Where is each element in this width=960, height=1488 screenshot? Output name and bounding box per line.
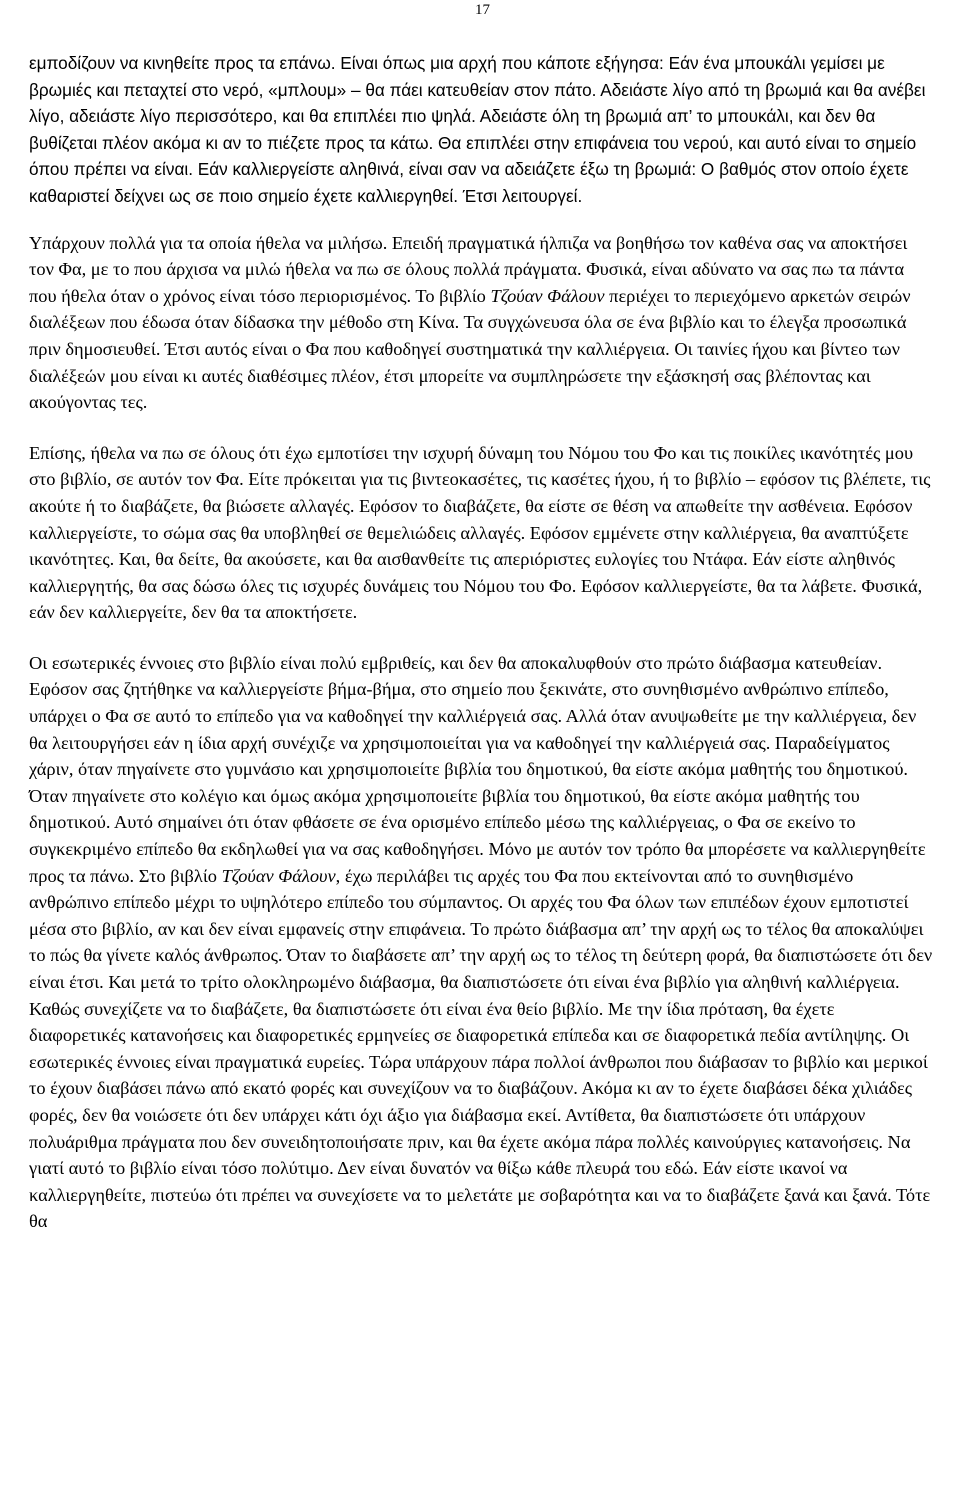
document-body (29, 50, 933, 1235)
paragraph-2-text-b: περιέχει το περιεχόμενο αρκετών σειρών διαλέξεων που έδωσα όταν δίδασκα την μέθοδο στη Κίνα. Τα συγχώνευσα όλα σε ένα βιβλίο και το έλεγξα προσωπικά πριν δημοσιευθεί. Έτσι αυτός είναι ο Φα που καθοδηγεί συστηματικά την καλλιέργεια. Οι ταινίες ήχου και βίντεο των διαλέξεών μου είναι κι αυτές διαθέσιμες πλέον, έτσι μπορείτε να συμπληρώσετε την εξάσκησή σας βλέποντας και ακούγοντας τες. (29, 285, 911, 413)
paragraph-3-text: Επίσης, ήθελα να πω σε όλους ότι έχω εμποτίσει την ισχυρή δύναμη του Νόμου του Φο και τις ποικίλες ικανότητές μου στο βιβλίο, σε αυτόν τον Φα. Είτε πρόκειται για τις βιντεοκασέτες, τις κασέτες ήχου, ή το βιβλίο – εφόσον τις βλέπετε, τις ακούτε ή το διαβάζετε, θα βιώσετε αλλαγές. Εφόσον το διαβάζετε, θα είστε σε θέση να απωθείτε την ασθένεια. Εφόσον καλλιεργείστε, το σώμα σας θα υποβληθεί σε θεμελιώδεις αλλαγές. Εφόσον εμμένετε στην καλλιέργεια, θα αναπτύξετε ικανότητες. Και, θα δείτε, θα ακούσετε, και θα αισθανθείτε τις απεριόριστες ευλογίες του Ντάφα. Εάν είστε αληθινός καλλιεργητής, θα σας δώσω όλες τις ισχυρές δυνάμεις του Νόμου του Φο. Εφόσον καλλιεργείστε, θα τα λάβετε. Φυσικά, εάν δεν καλλιεργείτε, δεν θα τα αποκτήσετε. (29, 442, 931, 623)
paragraph-2 (29, 230, 933, 416)
book-title: Τζούαν Φάλουν (490, 285, 605, 306)
page-number: 17 (475, 2, 490, 18)
paragraph-4-text-a: Οι εσωτερικές έννοιες στο βιβλίο είναι πολύ εμβριθείς, και δεν θα αποκαλυφθούν στο πρώτο διάβασμα κατευθείαν. Εφόσον σας ζητήθηκε να καλλιεργείστε βήμα-βήμα, στο σημείο που ξεκινάτε, στο συνηθισμένο ανθρώπινο επίπεδο, υπάρχει ο Φα σε αυτό το επίπεδο για να καθοδηγεί την καλλιέργειά σας. Αλλά όταν ανυψωθείτε με την καλλιέργεια, δεν θα λειτουργήσει εάν η ίδια αρχή συνέχιζε να χρησιμοποιείται για να καθοδηγεί την καλλιέργειά σας. Παραδείγματος χάριν, όταν πηγαίνετε στο γυμνάσιο και χρησιμοποιείτε βιβλία του δημοτικού, θα είστε ακόμα μαθητής του δημοτικού. Όταν πηγαίνετε στο κολέγιο και όμως ακόμα χρησιμοποιείτε βιβλία του δημοτικού, θα είστε ακόμα μαθητής του δημοτικού. Αυτό σημαίνει ότι όταν φθάσετε σε ένα ορισμένο επίπεδο μέσω της καλλιέργειας, ο Φα σε εκείνο το συγκεκριμένο επίπεδο θα εκδηλωθεί για να σας καθοδηγήσει. Μόνο με αυτόν τον τρόπο θα μπορέσετε να καλλιεργηθείτε προς τα πάνω. Στο βιβλίο (29, 652, 926, 886)
paragraph-4 (29, 650, 933, 1235)
paragraph-1 (29, 50, 933, 210)
paragraph-2-text-a: Υπάρχουν πολλά για τα οποία ήθελα να μιλήσω. Επειδή πραγματικά ήλπιζα να βοηθήσω τον καθένα σας να αποκτήσει τον Φα, με το που άρχισα να μιλώ ήθελα να πω σε όλους πολλά πράγματα. Φυσικά, είναι αδύνατο να σας πω τα πάντα που ήθελα όταν ο χρόνος είναι τόσο περιορισμένος. Το βιβλίο (29, 232, 908, 306)
paragraph-3 (29, 440, 933, 626)
paragraph-4-text-b: , έχω περιλάβει τις αρχές του Φα που εκτείνονται από το συνηθισμένο ανθρώπινο επίπεδο μέχρι το υψηλότερο επίπεδο του σύμπαντος. Οι αρχές του Φα όλων των επιπέδων έχουν εμποτιστεί μέσα στο βιβλίο, αν και δεν είναι εμφανείς στην επιφάνεια. Το πρώτο διάβασμα απ’ την αρχή ως το τέλος θα αποκαλύψει το πώς θα γίνετε καλός άνθρωπος. Όταν το διαβάσετε απ’ την αρχή ως το τέλος τη δεύτερη φορά, θα διαπιστώσετε ότι δεν είναι έτσι. Και μετά το τρίτο ολοκληρωμένο διάβασμα, θα διαπιστώσετε ότι είναι ένα βιβλίο για αληθινή καλλιέργεια. Καθώς συνεχίζετε να το διαβάζετε, θα διαπιστώσετε ότι είναι ένα θείο βιβλίο. Με την ίδια πρόταση, θα έχετε διαφορετικές κατανοήσεις και διαφορετικές ερμηνείες σε διαφορετικά επίπεδα και σε διαφορετικά πεδία αντίληψης. Οι εσωτερικές έννοιες είναι πραγματικά ευρείες. Τώρα υπάρχουν πάρα πολλοί άνθρωποι που διάβασαν το βιβλίο και μερικοί το έχουν διαβάσει πάνω από εκατό φορές και συνεχίζουν να το διαβάζουν. Ακόμα κι αν το έχετε διαβάσει δέκα χιλιάδες φορές, δεν θα νοιώσετε ότι δεν υπάρχει κάτι όχι άξιο για διάβασμα εκεί. Αντίθετα, θα διαπιστώσετε ότι υπάρχουν πολυάριθμα πράγματα που δεν συνειδητοποιήσατε πριν, και θα έχετε ακόμα πάρα πολλές καινούργιες κατανοήσεις. Να γιατί αυτό το βιβλίο είναι τόσο πολύτιμο. Δεν είναι δυνατόν να θίξω κάθε πλευρά του εδώ. Εάν είστε ικανοί να καλλιεργηθείτε, πιστεύω ότι πρέπει να συνεχίσετε να το μελετάτε με σοβαρότητα και να το διαβάζετε ξανά και ξανά. Τότε θα (29, 865, 933, 1232)
book-title: Τζούαν Φάλουν (221, 865, 336, 886)
paragraph-1-text: εμποδίζουν να κινηθείτε προς τα επάνω. Είναι όπως μια αρχή που κάποτε εξήγησα: Εάν ένα μπουκάλι γεμίσει με βρωμιές και πεταχτεί στο νερό, «μπλουμ» – θα πάει κατευθείαν στον πάτο. Αδειάστε λίγο από τη βρωμιά και θα ανέβει λίγο, αδειάστε λίγο περισσότερο, και θα επιπλέει πιο ψηλά. Αδειάστε όλη τη βρωμιά απ’ το μπουκάλι, και δεν θα βυθίζεται πλέον ακόμα κι αν το πιέζετε προς τα κάτω. Θα επιπλέει στην επιφάνεια του νερού, και αυτό είναι το σημείο όπου πρέπει να είναι. Εάν καλλιεργείστε αληθινά, είναι σαν να αδειάζετε έξω τη βρωμιά: Ο βαθμός στον οποίο έχετε καθαριστεί δείχνει ως σε ποιο σημείο έχετε καλλιεργηθεί. Έτσι λειτουργεί. (29, 53, 926, 206)
